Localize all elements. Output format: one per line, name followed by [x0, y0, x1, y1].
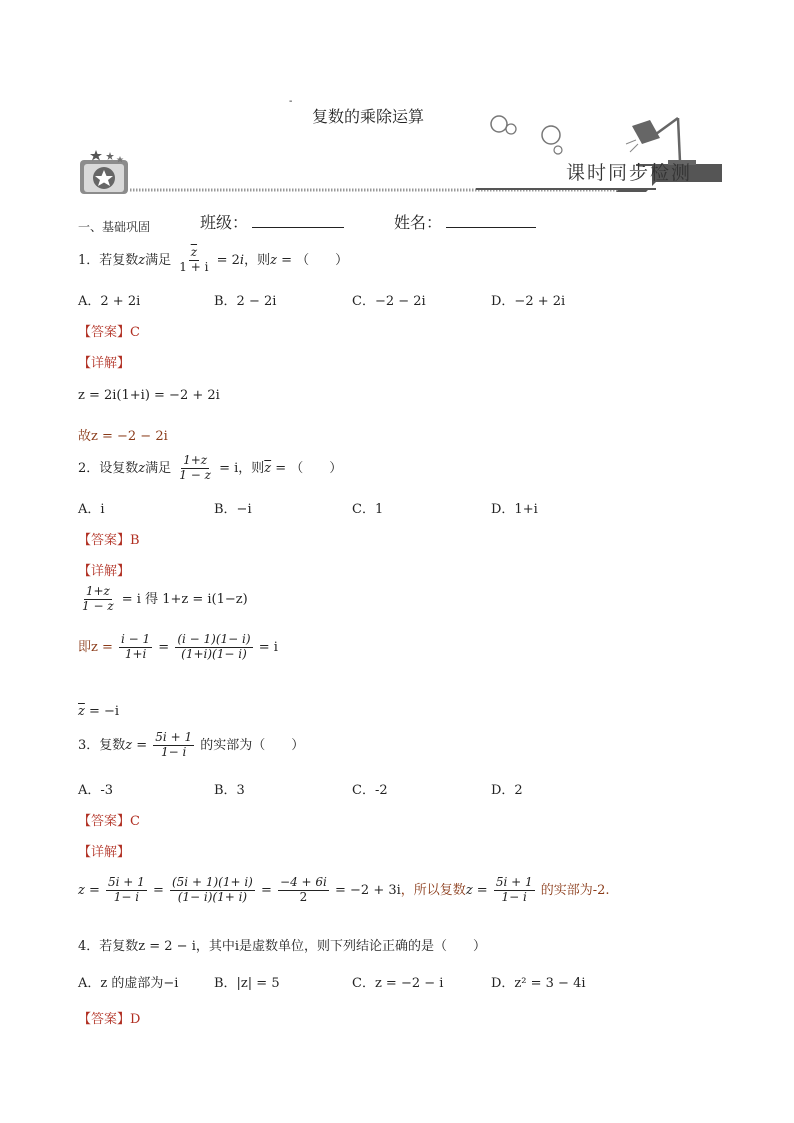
option-c[interactable]: C．z = −2 − i — [352, 976, 444, 991]
page-title: 复数的乘除运算 — [312, 107, 425, 126]
header-tick: - — [289, 96, 293, 107]
option-a[interactable]: A．2 + 2i — [78, 294, 141, 309]
option-a[interactable]: A．-3 — [78, 783, 114, 798]
option-a[interactable]: A．i — [78, 502, 105, 517]
q1-fraction: $\frac{\overline{z}}{1 + i}$ — [179, 245, 209, 274]
class-blank[interactable] — [252, 213, 344, 228]
option-c[interactable]: C．−2 − 2i — [352, 294, 426, 309]
question-4-options — [0, 972, 794, 990]
star-medal-icon — [80, 150, 128, 194]
question-2-detail-label: 【详解】 — [78, 564, 131, 579]
q2-fraction: $\frac{1+z}{1 - z}$ — [179, 453, 211, 482]
option-d[interactable]: D．z² = 3 − 4i — [491, 976, 586, 991]
sync-test-badge: 课时同步检测 — [565, 162, 692, 184]
section-heading: 一、基础巩固 — [78, 220, 151, 234]
option-d[interactable]: D．−2 + 2i — [491, 294, 566, 309]
q2-detail-line-2: 即z = $\frac{i - 1}{1+i}$ = $\frac{(i - 1)(1- i)}{(1+i)(1- i)}$ = i — [78, 632, 278, 661]
option-b[interactable]: B．−i — [214, 502, 252, 517]
option-c[interactable]: C．-2 — [352, 783, 388, 798]
question-3-detail-label: 【详解】 — [78, 845, 131, 860]
name-label: 姓名： — [394, 213, 443, 232]
question-2-answer: 【答案】B — [78, 533, 140, 548]
question-3-answer: 【答案】C — [78, 814, 140, 829]
option-c[interactable]: C．1 — [352, 502, 384, 517]
option-d[interactable]: D．2 — [491, 783, 523, 798]
question-2-options — [0, 498, 794, 516]
class-label: 班级： — [200, 213, 249, 232]
option-b[interactable]: B．|z| = 5 — [214, 976, 280, 991]
question-1-stem: 1．若复数z满足 $\frac{\overline{z}}{1 + i}$ = 2i，则z = （ ） — [78, 245, 349, 274]
q2-detail-line-1: $\frac{1+z}{1 - z}$ = i 得 1+z = i(1−z) — [82, 584, 248, 613]
question-1-options — [0, 290, 794, 308]
name-field[interactable] — [394, 210, 536, 233]
question-1-answer: 【答案】C — [78, 325, 140, 340]
option-a[interactable]: A．z 的虚部为−i — [78, 976, 179, 991]
q1-detail-line-1: z = 2i(1+i) = −2 + 2i — [78, 388, 220, 403]
q2-detail-line-3: $\overline{z} = -i$ — [78, 704, 120, 719]
question-4-answer: 【答案】D — [78, 1012, 141, 1027]
question-2-stem: 2．设复数z满足 $\frac{1+z}{1 - z}$ = i，则$\overline{z}$ = （ ） — [78, 453, 343, 482]
question-4-stem: 4．若复数z = 2 − i，其中i是虚数单位，则下列结论正确的是（ ） — [78, 939, 487, 954]
q3-detail-line: z = $\frac{5i + 1}{1- i}$ = $\frac{(5i + 1)(1+ i)}{(1- i)(1+ i)}$ = $\frac{-4 + 6i}{2}$ = −2 + 3i，所以复数z = $\frac{5i + 1}{1- i}$ 的实部为-2. — [78, 875, 610, 904]
name-blank[interactable] — [446, 213, 536, 228]
option-b[interactable]: B．3 — [214, 783, 245, 798]
question-1-detail-label: 【详解】 — [78, 356, 131, 371]
q1-detail-line-2: 故z = −2 − 2i — [78, 429, 168, 444]
option-b[interactable]: B．2 − 2i — [214, 294, 277, 309]
question-3-options — [0, 779, 794, 797]
question-3-stem: 3．复数z = $\frac{5i + 1}{1- i}$ 的实部为（ ） — [78, 730, 305, 759]
class-field[interactable] — [200, 210, 344, 233]
option-d[interactable]: D．1+i — [491, 502, 538, 517]
